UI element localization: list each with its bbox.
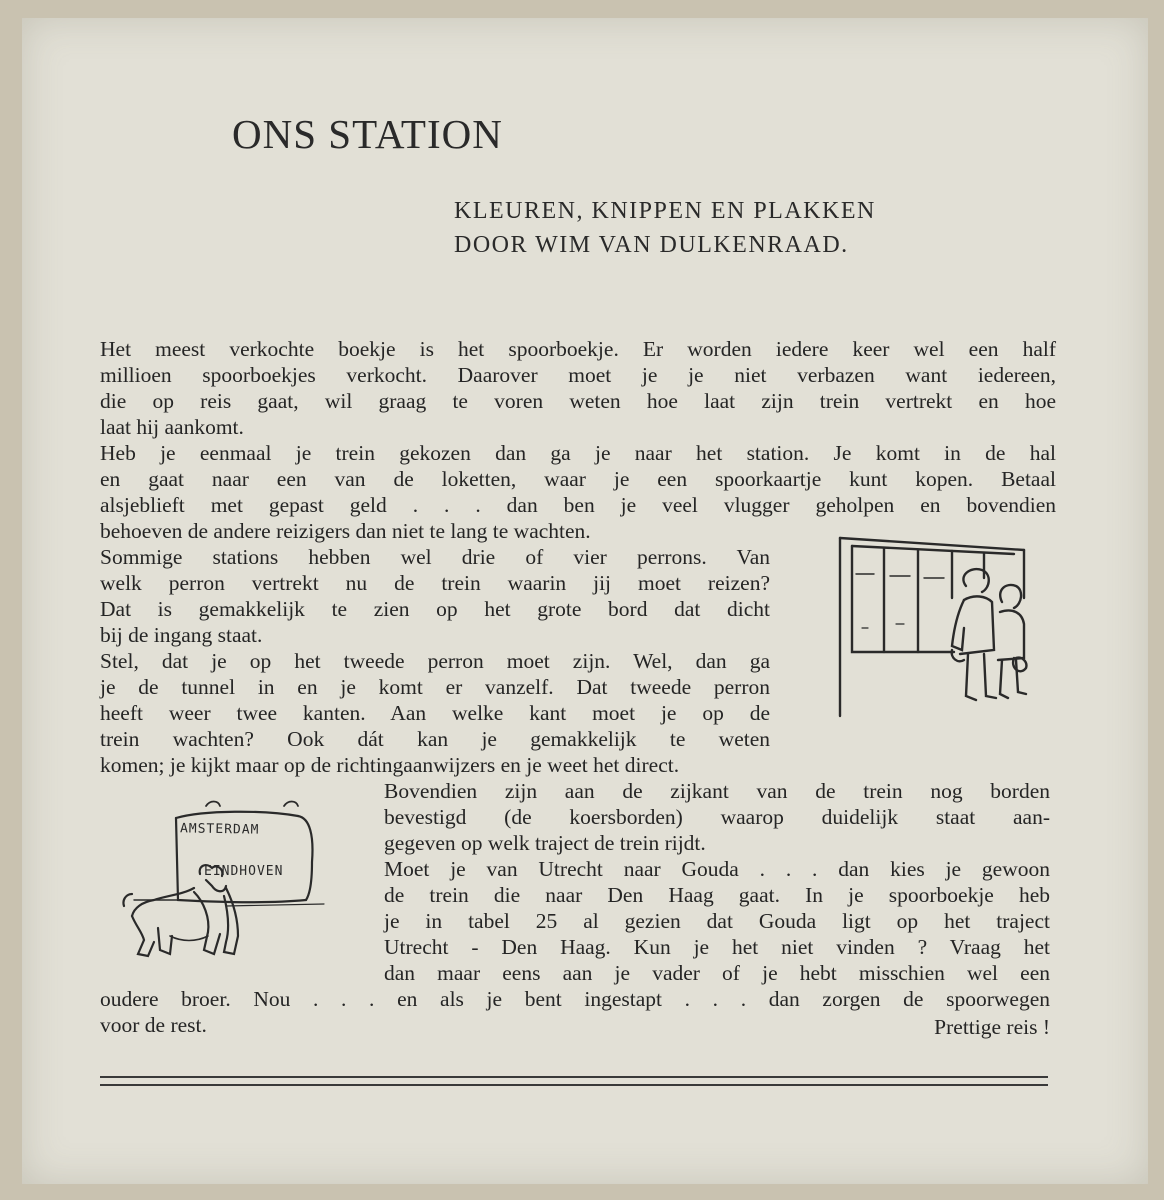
body-line: voor de rest. [100, 1013, 207, 1037]
closing-line: Prettige reis ! [934, 1015, 1050, 1039]
body-line: trein wachten? Ook dát kan je gemakkelijk te weten [100, 727, 770, 751]
body-line: heeft weer twee kanten. Aan welke kant moet je op de [100, 701, 770, 725]
body-line: alsjeblieft met gepast geld . . . dan ben je veel vlugger geholpen en bovendien [100, 493, 1056, 517]
body-line: millioen spoorboekjes verkocht. Daarover moet je je niet verbazen want iedereen, [100, 363, 1056, 387]
body-line: je de tunnel in en je komt er vanzelf. Dat tweede perron [100, 675, 770, 699]
body-line: de trein die naar Den Haag gaat. In je spoorboekje heb [384, 883, 1050, 907]
body-line: behoeven de andere reizigers dan niet te lang te wachten. [100, 519, 591, 543]
body-line: welk perron vertrekt nu de trein waarin jij moet reizen? [100, 571, 770, 595]
body-line: oudere broer. Nou . . . en als je bent ingestapt . . . dan zorgen de spoorwegen [100, 987, 1050, 1011]
divider-rule [100, 1076, 1048, 1078]
body-line: Dat is gemakkelijk te zien op het grote bord dat dicht [100, 597, 770, 621]
body-line: bij de ingang staat. [100, 623, 263, 647]
body-line: gegeven op welk traject de trein rijdt. [384, 831, 706, 855]
divider-rule [100, 1084, 1048, 1086]
body-line: komen; je kijkt maar op de richtingaanwijzers en je weet het direct. [100, 753, 680, 777]
body-line: laat hij aankomt. [100, 415, 244, 439]
subtitle-line-1: KLEUREN, KNIPPEN EN PLAKKEN [454, 198, 876, 224]
page-title: ONS STATION [232, 111, 503, 157]
body-line: Sommige stations hebben wel drie of vier perrons. Van [100, 545, 770, 569]
body-line: dan maar eens aan je vader of je hebt misschien wel een [384, 961, 1050, 985]
body-line: Moet je van Utrecht naar Gouda . . . dan kies je gewoon [384, 857, 1050, 881]
departure-board-illustration [834, 528, 1034, 724]
body-line: Het meest verkochte boekje is het spoorboekje. Er worden iedere keer wel een half [100, 337, 1056, 361]
subtitle [454, 194, 876, 262]
body-line: bevestigd (de koersborden) waarop duidelijk staat aan- [384, 805, 1050, 829]
body-line: je in tabel 25 al gezien dat Gouda ligt op het traject [384, 909, 1050, 933]
sign-text-top: AMSTERDAM [179, 821, 260, 838]
page [22, 18, 1148, 1184]
body-line: Bovendien zijn aan de zijkant van de trein nog borden [384, 779, 1050, 803]
body-line: Utrecht - Den Haag. Kun je het niet vinden ? Vraag het [384, 935, 1050, 959]
subtitle-line-2: DOOR WIM VAN DULKENRAAD. [454, 232, 849, 258]
body-line: die op reis gaat, wil graag te voren weten hoe laat zijn trein vertrekt en hoe [100, 389, 1056, 413]
body-line: Stel, dat je op het tweede perron moet zijn. Wel, dan ga [100, 649, 770, 673]
body-line: Heb je eenmaal je trein gekozen dan ga je naar het station. Je komt in de hal [100, 441, 1056, 465]
sign-text-bottom: EINDHOVEN [204, 864, 284, 879]
body-line: en gaat naar een van de loketten, waar je een spoorkaartje kunt kopen. Betaal [100, 467, 1056, 491]
